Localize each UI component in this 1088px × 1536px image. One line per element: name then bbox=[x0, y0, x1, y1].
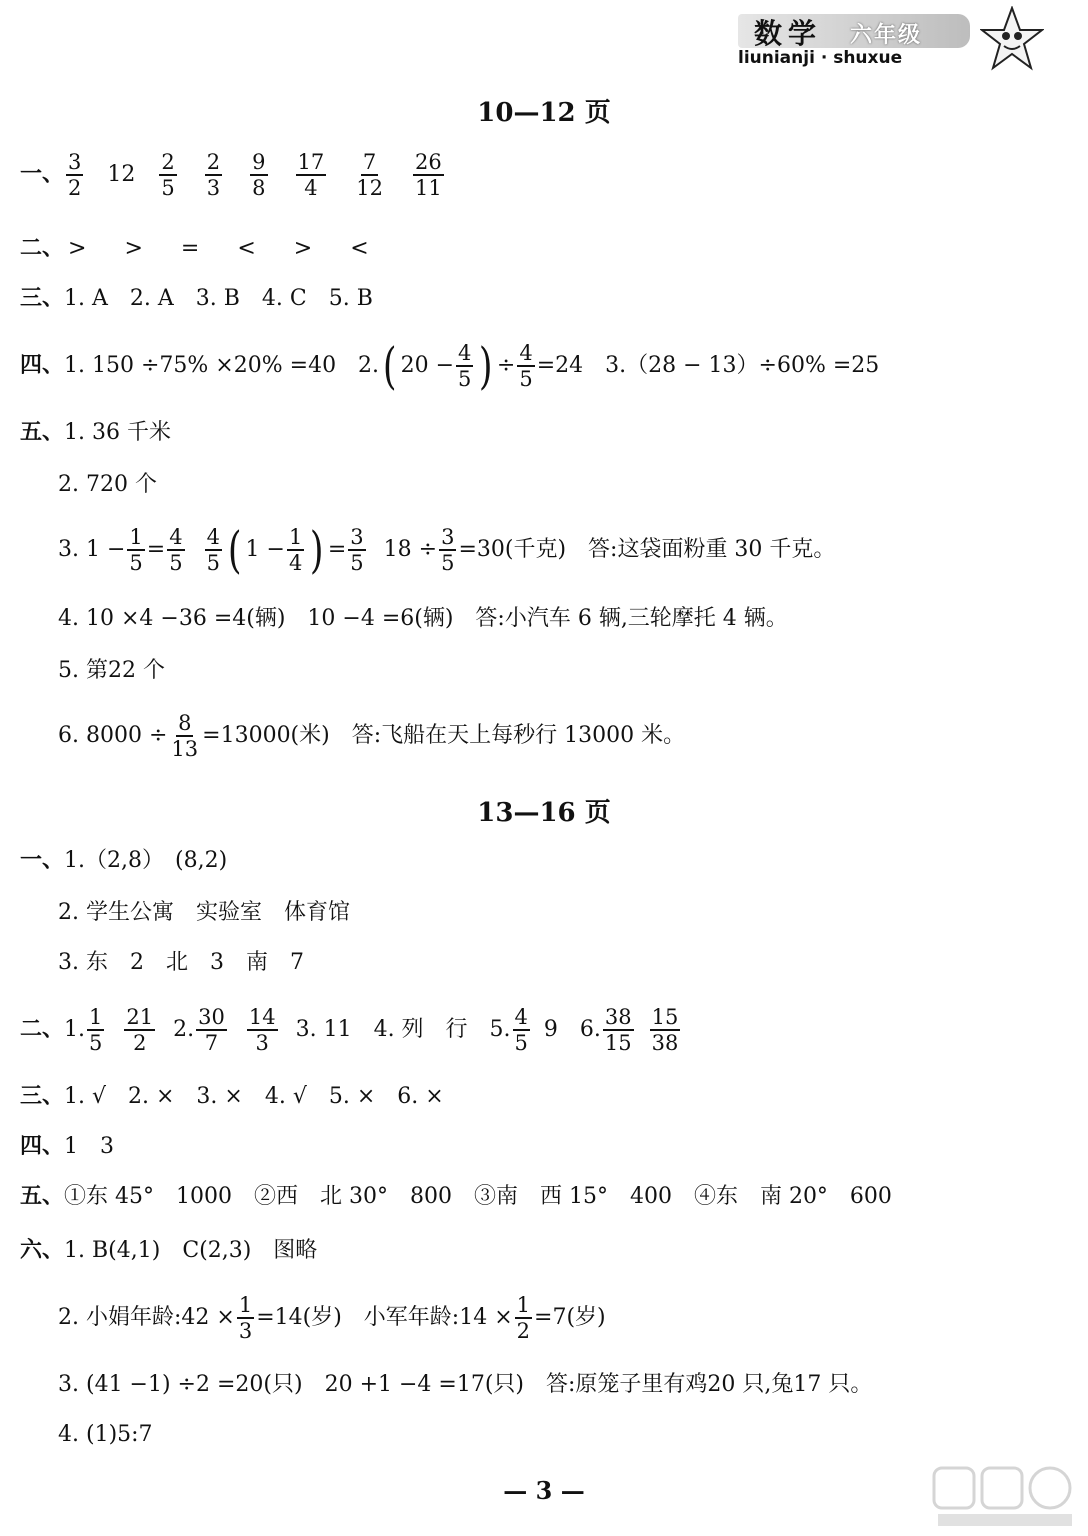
fraction: $\frac{30}{7}$ bbox=[198, 1005, 225, 1055]
header-pinyin: liunianji · shuxue bbox=[738, 48, 903, 68]
answer-text: 3. 1 − bbox=[58, 537, 126, 562]
s2-q5 bbox=[20, 1182, 892, 1212]
question-label: 四、 bbox=[20, 1134, 65, 1159]
answer-text: 1. A 2. A 3. B 4. C 5. B bbox=[64, 286, 373, 311]
answer-text: 4. (1)5:7 bbox=[58, 1422, 153, 1447]
fraction: $\frac{21}{2}$ bbox=[126, 1005, 154, 1055]
s2-q2 bbox=[20, 1002, 682, 1058]
compare-symbol: = bbox=[180, 236, 200, 261]
answer-text: 1 − bbox=[245, 537, 285, 562]
fraction: $\frac{1}{4}$ bbox=[288, 525, 303, 575]
s2-q1-line2 bbox=[58, 898, 350, 928]
answer-text: 3. 11 4. 列 行 5. bbox=[295, 1017, 511, 1042]
fraction: $\frac{1}{3}$ bbox=[238, 1293, 253, 1343]
answer-text: 1. B(4,1) C(2,3) 图略 bbox=[64, 1238, 318, 1263]
s2-q1-line1 bbox=[20, 846, 227, 876]
answer-text: 6. 8000 ÷ bbox=[58, 723, 168, 748]
s2-q6-line1 bbox=[20, 1236, 317, 1266]
answer-text: 4. 10 ×4 −36 =4(辆) 10 −4 =6(辆) 答:小汽车 6 辆,三轮摩托 4 辆。 bbox=[58, 606, 788, 631]
s1-q5-line4 bbox=[58, 604, 788, 634]
answer-text: 3. 东 2 北 3 南 7 bbox=[58, 950, 304, 975]
s2-q3 bbox=[20, 1082, 444, 1112]
question-label: 二、 bbox=[20, 1017, 65, 1042]
answer-text: ①东 45° 1000 ②西 北 30° 800 ③南 西 15° 400 ④东 南 20° 600 bbox=[64, 1184, 892, 1209]
header-subject: 数学 bbox=[754, 17, 823, 50]
fraction: $\frac{3}{5}$ bbox=[441, 525, 455, 575]
s1-q4 bbox=[20, 338, 879, 394]
answer-text: =13000(米) 答:飞船在天上每秒行 13000 米。 bbox=[202, 723, 686, 748]
s1-q1 bbox=[20, 150, 446, 200]
fraction: $\frac{14}{3}$ bbox=[248, 1005, 276, 1055]
answer-text: 2. 720 个 bbox=[58, 472, 157, 497]
paren-left: ( bbox=[382, 337, 397, 395]
section-title-2: 13—16 页 bbox=[477, 798, 611, 828]
compare-symbol: < bbox=[350, 236, 369, 261]
fraction: $\frac{9}{8}$ bbox=[252, 150, 266, 200]
question-label: 三、 bbox=[20, 286, 65, 311]
question-label: 二、 bbox=[20, 236, 65, 261]
s1-q5-line5 bbox=[58, 656, 165, 686]
fraction: $\frac{15}{38}$ bbox=[651, 1005, 679, 1055]
paren-right: ) bbox=[310, 521, 324, 579]
fraction: $\frac{3}{5}$ bbox=[350, 525, 364, 575]
s1-q3 bbox=[20, 284, 373, 314]
fraction: $\frac{1}{2}$ bbox=[516, 1293, 531, 1343]
compare-symbol: < bbox=[237, 236, 256, 261]
question-label: 四、 bbox=[20, 353, 65, 378]
question-label: 三、 bbox=[20, 1084, 65, 1109]
answer-text: =30(千克) 答:这袋面粉重 30 千克。 bbox=[458, 537, 836, 562]
answer-text: 2. bbox=[173, 1017, 195, 1042]
fraction: $\frac{3}{2}$ bbox=[68, 150, 82, 200]
answer-text: 18 ÷ bbox=[383, 537, 438, 562]
s1-q5-line6 bbox=[58, 708, 685, 764]
fraction: $\frac{4}{5}$ bbox=[206, 525, 220, 575]
s2-q1-line3 bbox=[58, 948, 304, 978]
compare-symbol: > bbox=[124, 236, 143, 261]
fraction: $\frac{4}{5}$ bbox=[514, 1005, 528, 1055]
fraction: $\frac{1}{5}$ bbox=[129, 525, 143, 575]
watermark-logo-icon bbox=[930, 1462, 1080, 1532]
compare-symbol: > bbox=[293, 236, 313, 261]
answer-text: = bbox=[146, 537, 166, 562]
answer-text: 2. 小娟年龄:42 × bbox=[58, 1305, 235, 1330]
question-label: 五、 bbox=[20, 420, 65, 445]
fraction: $\frac{4}{5}$ bbox=[519, 341, 533, 391]
question-label: 六、 bbox=[20, 1238, 65, 1263]
answer-text: 5. 第22 个 bbox=[58, 658, 165, 683]
question-label: 五、 bbox=[20, 1184, 65, 1209]
answer-text: 1. √ 2. × 3. × 4. √ 5. × 6. × bbox=[64, 1084, 444, 1109]
page-number: — 3 — bbox=[503, 1476, 585, 1505]
header-grade: 六年级 bbox=[850, 23, 923, 48]
answer-text: =14(岁) 小军年龄:14 × bbox=[256, 1305, 513, 1330]
star-mascot-icon bbox=[980, 6, 1044, 72]
question-label: 一、 bbox=[20, 162, 65, 187]
answer-text: 1 3 bbox=[64, 1134, 115, 1159]
answer-text: 12 bbox=[107, 162, 136, 187]
fraction: $\frac{17}{4}$ bbox=[297, 150, 325, 200]
s1-q5-line3 bbox=[58, 522, 835, 578]
answer-text: 1.（2,8） (8,2) bbox=[64, 848, 228, 873]
paren-right: ) bbox=[479, 337, 493, 395]
fraction: $\frac{4}{5}$ bbox=[169, 525, 183, 575]
answer-text: 20 − bbox=[400, 353, 454, 378]
answer-text: =7(岁) bbox=[534, 1305, 606, 1330]
s1-q5-line2 bbox=[58, 470, 157, 500]
question-label: 一、 bbox=[20, 848, 65, 873]
s2-q6-line4 bbox=[58, 1420, 153, 1450]
answer-text: 2. 学生公寓 实验室 体育馆 bbox=[58, 900, 350, 925]
paren-left: ( bbox=[227, 521, 242, 579]
answer-text: =24 3.（28 − 13）÷60% =25 bbox=[536, 353, 880, 378]
answer-text: = bbox=[327, 537, 347, 562]
s2-q4 bbox=[20, 1132, 114, 1162]
s2-q6-line3 bbox=[58, 1370, 872, 1400]
s1-q2 bbox=[20, 234, 369, 264]
fraction: $\frac{2}{5}$ bbox=[161, 150, 175, 200]
answer-text: ÷ bbox=[496, 353, 516, 378]
section-title-1: 10—12 页 bbox=[477, 98, 611, 128]
answer-text: 1. 150 ÷75% ×20% =40 2. bbox=[64, 353, 380, 378]
answer-text: 1. bbox=[64, 1017, 86, 1042]
fraction: $\frac{2}{3}$ bbox=[206, 150, 221, 200]
fraction: $\frac{8}{13}$ bbox=[171, 711, 199, 761]
fraction: $\frac{1}{5}$ bbox=[89, 1005, 103, 1055]
answer-text: 3. (41 −1) ÷2 =20(只) 20 +1 −4 =17(只) 答:原笼子里有鸡20 只,兔17 只。 bbox=[58, 1372, 873, 1397]
s1-q5-line1 bbox=[20, 418, 171, 448]
fraction: $\frac{38}{15}$ bbox=[604, 1005, 632, 1055]
fraction: $\frac{4}{5}$ bbox=[458, 341, 472, 391]
s2-q6-line2 bbox=[58, 1290, 606, 1346]
page-header bbox=[738, 6, 1078, 76]
fraction: $\frac{26}{11}$ bbox=[414, 150, 442, 200]
compare-symbol: > bbox=[68, 236, 87, 261]
answer-text: 1. 36 千米 bbox=[64, 420, 171, 445]
fraction: $\frac{7}{12}$ bbox=[356, 150, 383, 200]
answer-text: 9 6. bbox=[543, 1017, 601, 1042]
